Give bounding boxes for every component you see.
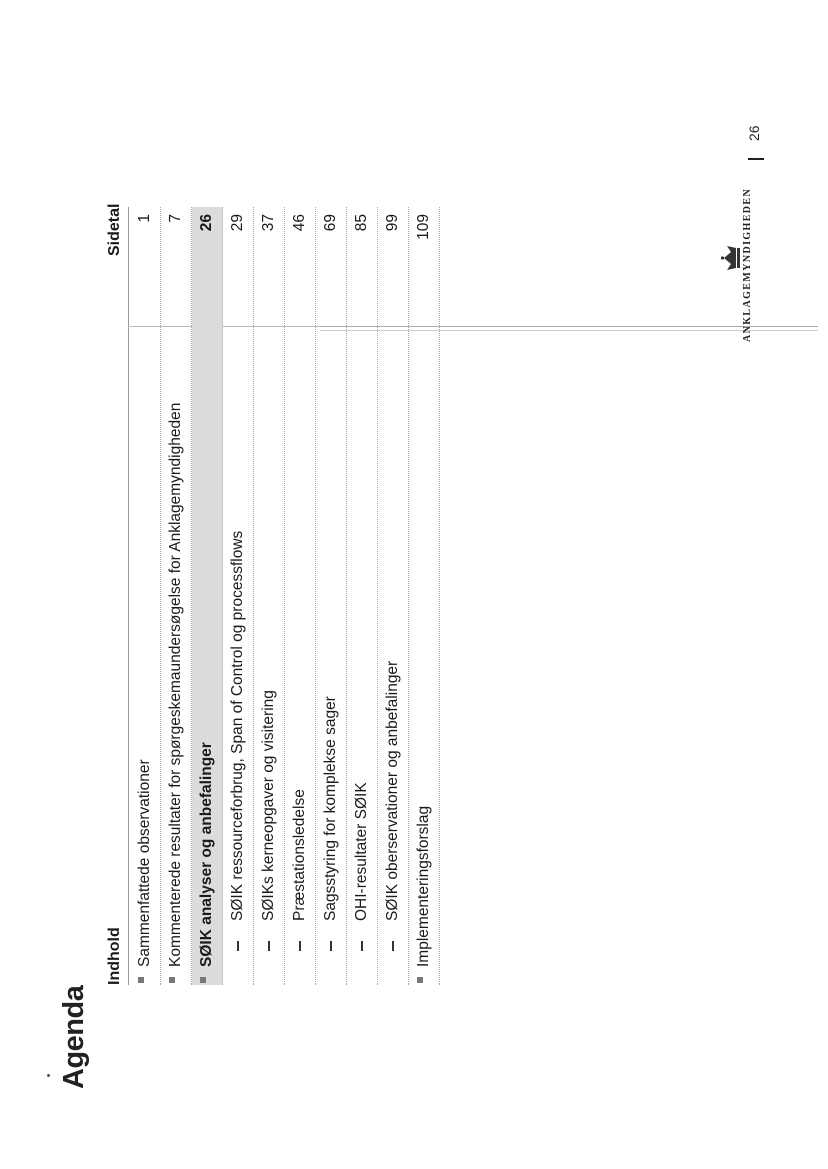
agenda-item-page: 26 [198, 214, 215, 232]
contents-header: Indhold [106, 927, 123, 985]
brand-wordmark: ANKLAGEMYNDIGHEDEN [742, 187, 753, 342]
agenda-item-label: SØIK analyser og anbefalinger [198, 742, 215, 967]
page-title: Agenda [58, 985, 90, 1089]
agenda-item-label: SØIKs kerneopgaver og visitering [260, 690, 277, 921]
agenda-item-page: 46 [291, 214, 308, 232]
dash-marker [330, 941, 332, 951]
agenda-item-page: 85 [353, 214, 370, 232]
agenda-row [223, 207, 254, 985]
agenda-row [285, 207, 316, 985]
dash-marker [237, 941, 239, 951]
dash-marker [392, 941, 394, 951]
page-number: 26 [746, 125, 762, 141]
agenda-item-label: Sagsstyring for komplekse sager [322, 696, 339, 921]
dash-marker [361, 941, 363, 951]
crown-logo-icon [720, 243, 742, 273]
agenda-row [316, 207, 347, 985]
agenda-item-page: 99 [384, 214, 401, 232]
agenda-item-label: SØIK ressourceforbrug, Span of Control og processflows [229, 530, 246, 921]
agenda-item-label: SØIK oberservationer og anbefalinger [384, 660, 401, 921]
agenda-item-page: 29 [229, 214, 246, 232]
agenda-row [192, 207, 223, 985]
agenda-item-page: 7 [167, 214, 184, 223]
agenda-item-page: 109 [415, 214, 432, 240]
agenda-row [409, 207, 440, 985]
agenda-item-label: OHI-resultater SØIK [353, 782, 370, 921]
agenda-item-page: 1 [136, 214, 153, 223]
bullet-marker [417, 977, 423, 983]
agenda-item-label: Sammenfattede observationer [136, 759, 153, 967]
agenda-row [161, 207, 192, 985]
agenda-row [347, 207, 378, 985]
dash-marker [299, 941, 301, 951]
agenda-item-label: Kommenterede resultater for spørgeskemaundersøgelse for Anklagemyndigheden [167, 402, 184, 967]
agenda-item-page: 37 [260, 214, 277, 232]
dot-mark [47, 1074, 50, 1077]
agenda-item-label: Implementeringsforslag [415, 805, 432, 967]
agenda-item-label: Præstationsledelse [291, 789, 308, 921]
agenda-row [378, 207, 409, 985]
page-number-separator [748, 158, 764, 160]
header-rule [128, 207, 129, 985]
bullet-marker [138, 977, 144, 983]
bullet-marker [200, 977, 206, 983]
dash-marker [268, 941, 270, 951]
agenda-item-page: 69 [322, 214, 339, 232]
agenda-row [254, 207, 285, 985]
bullet-marker [169, 977, 175, 983]
agenda-row [130, 207, 161, 985]
page-number-header: Sidetal [106, 203, 123, 256]
